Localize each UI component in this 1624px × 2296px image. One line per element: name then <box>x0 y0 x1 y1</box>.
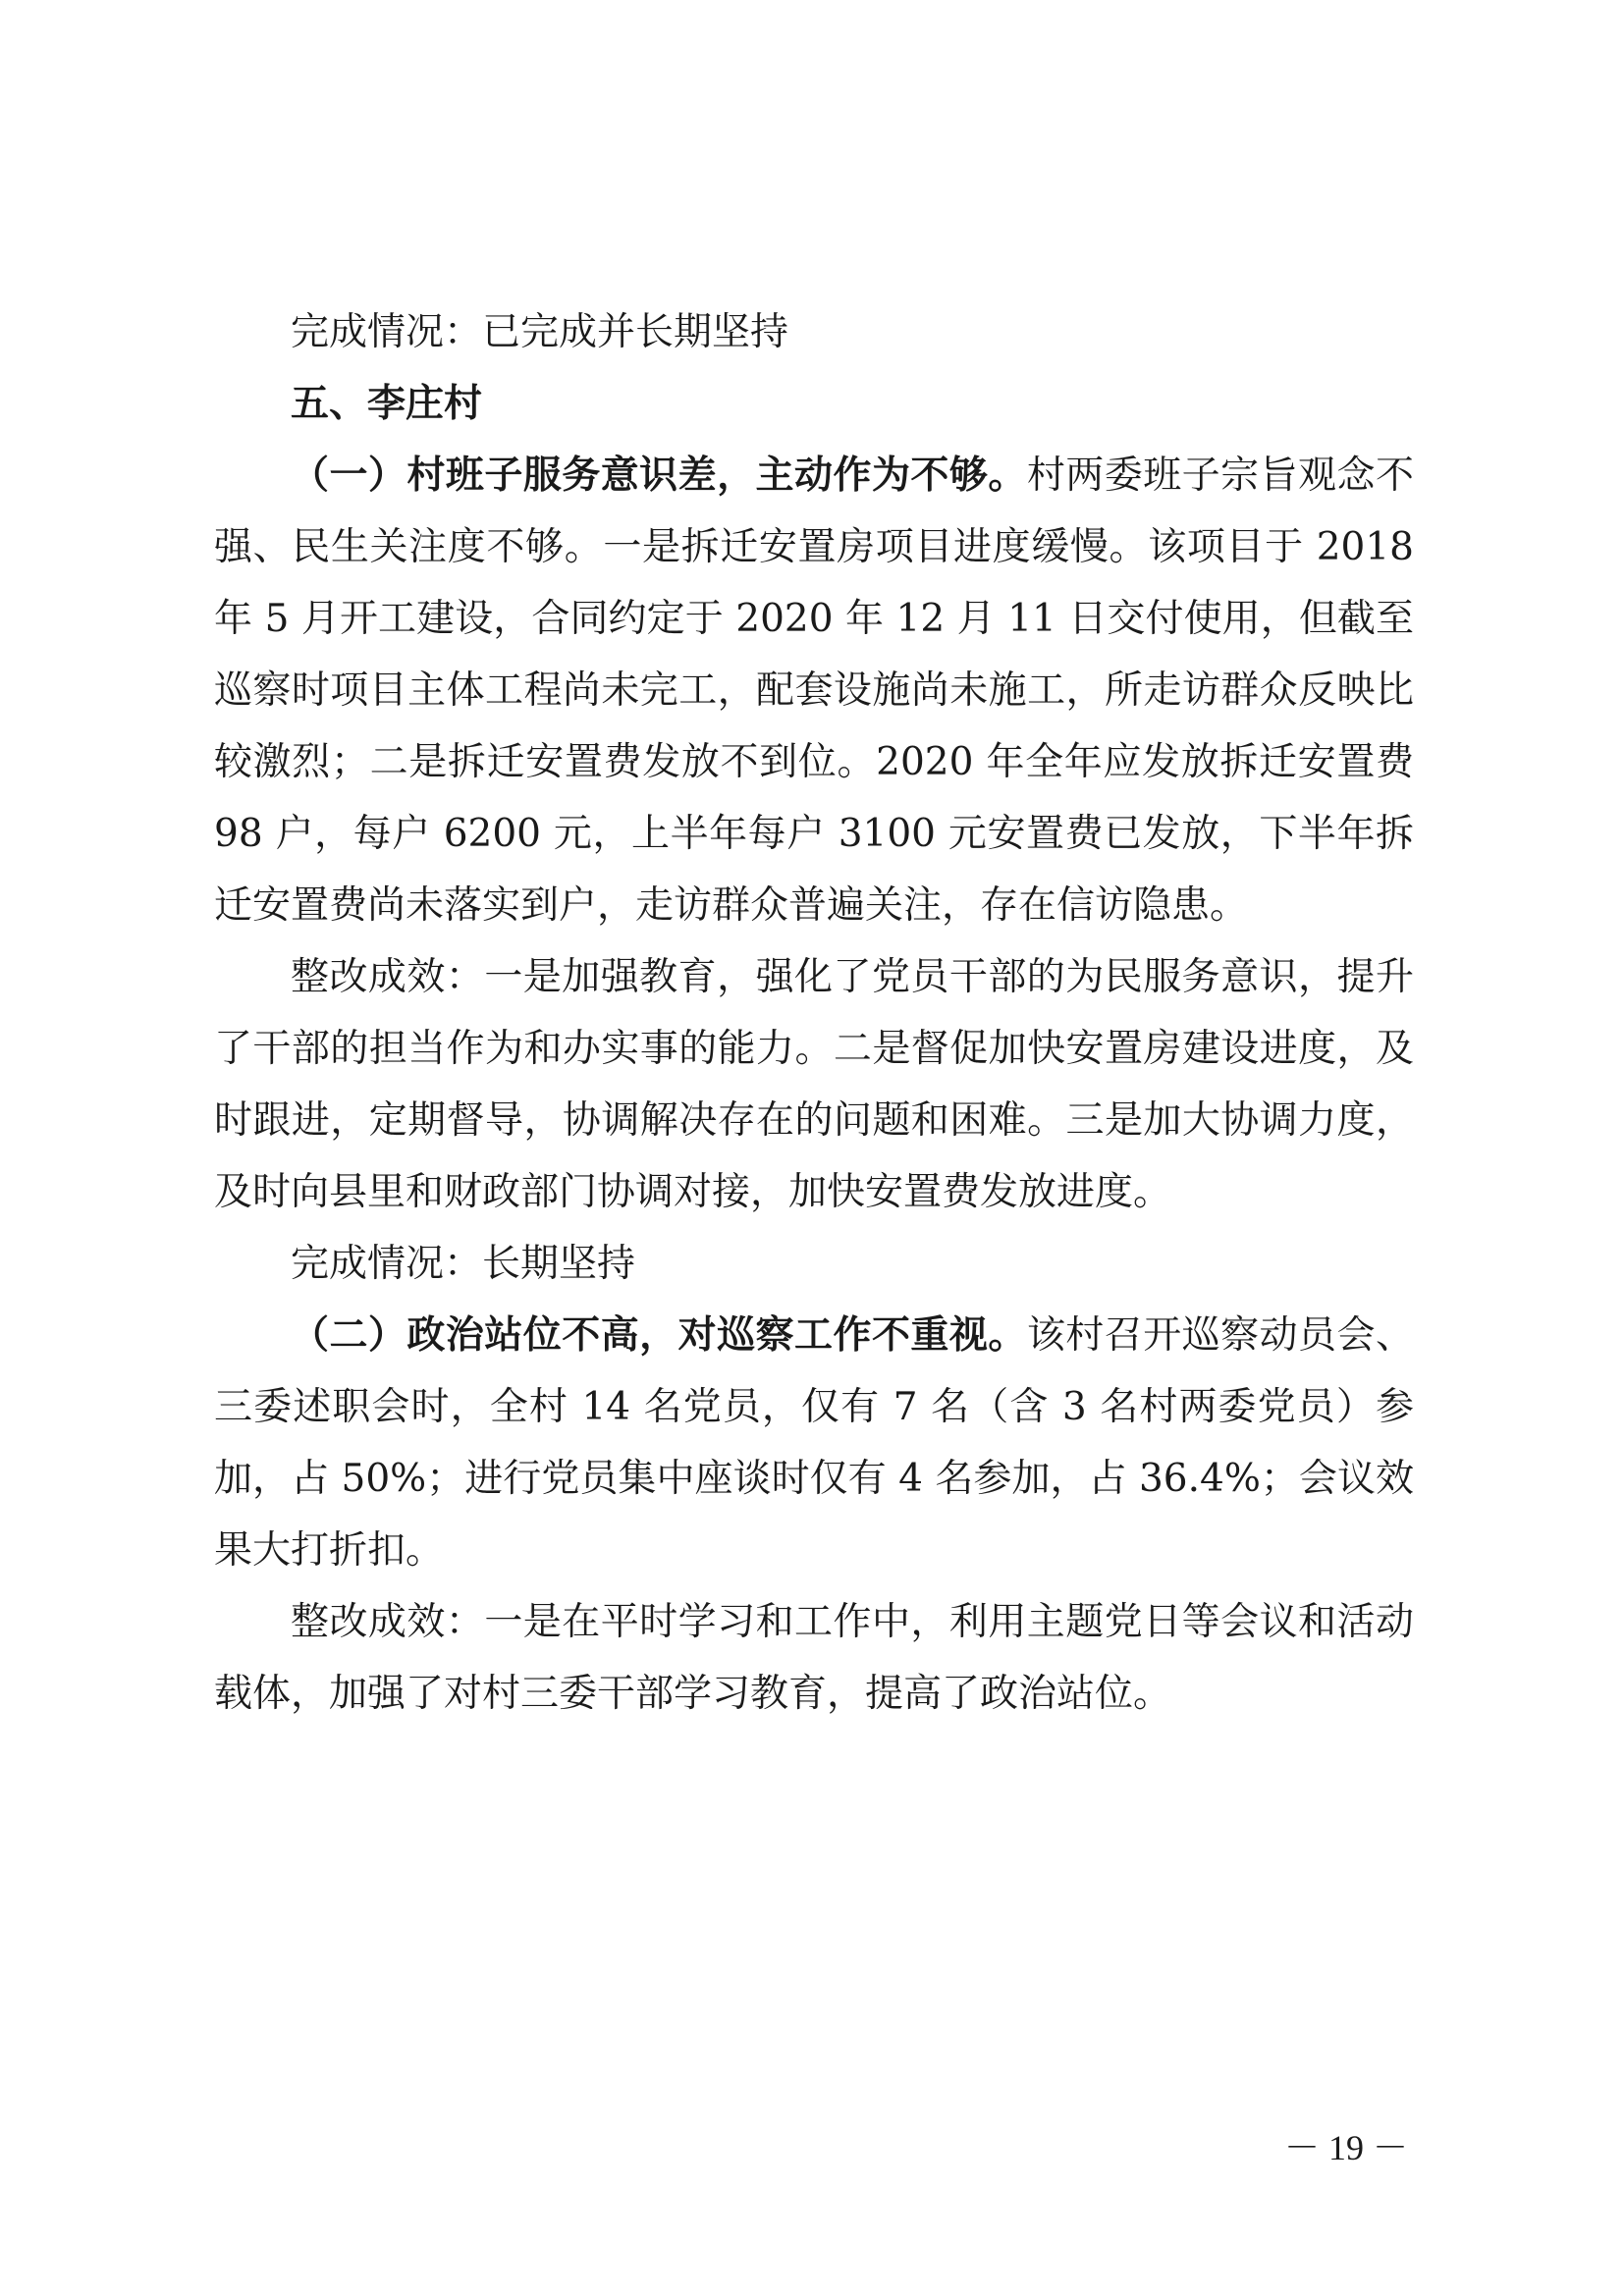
issue-1-status: 完成情况：长期坚持 <box>291 1242 636 1286</box>
issue-1-body: 村两委班子宗旨观念不强、民生关注度不够。一是拆迁安置房项目进度缓慢。该项目于 2018 年 5 月开工建设，合同约定于 2020 年 12 月 11 日交付使用，但截至巡察时项目主体工程尚未完工，配套设施尚未施工，所走访群众反映比较激烈；二是拆迁安置费发放不到位。2020 年全年应发放拆迁安置费 98 户，每户 6200 元，上半年每户 3100 元安置费已发放，下半年拆迁安置费尚未落实到户，走访群众普遍关注，存在信访隐患。 <box>214 454 1414 928</box>
issue-2-body: 该村召开巡察动员会、三委述职会时，全村 14 名党员，仅有 7 名（含 3 名村两委党员）参加，占 50%；进行党员集中座谈时仅有 4 名参加，占 36.4%；会议效果大打折扣。 <box>214 1313 1414 1573</box>
issue-1-result: 整改成效：一是加强教育，强化了党员干部的为民服务意识，提升了干部的担当作为和办实事的能力。二是督促加快安置房建设进度，及时跟进，定期督导，协调解决存在的问题和困难。三是加大协调力度，及时向县里和财政部门协调对接，加快安置费发放进度。 <box>214 955 1414 1214</box>
section-heading-lizhuang: 五、李庄村 <box>291 381 483 426</box>
issue-2-result: 整改成效：一是在平时学习和工作中，利用主题党日等会议和活动载体，加强了对村三委干部学习教育，提高了政治站位。 <box>214 1600 1414 1716</box>
issue-2-title: （二）政治站位不高，对巡察工作不重视。 <box>291 1312 1027 1358</box>
issue-1-paragraph <box>214 440 1414 941</box>
completion-status-1: 完成情况：已完成并长期坚持 <box>291 310 789 354</box>
issue-1-title: （一）村班子服务意识差，主动作为不够。 <box>291 453 1027 498</box>
issue-2-paragraph <box>214 1300 1414 1586</box>
page-number: － 19 － <box>1283 2128 1408 2167</box>
document-body <box>214 296 1414 1730</box>
